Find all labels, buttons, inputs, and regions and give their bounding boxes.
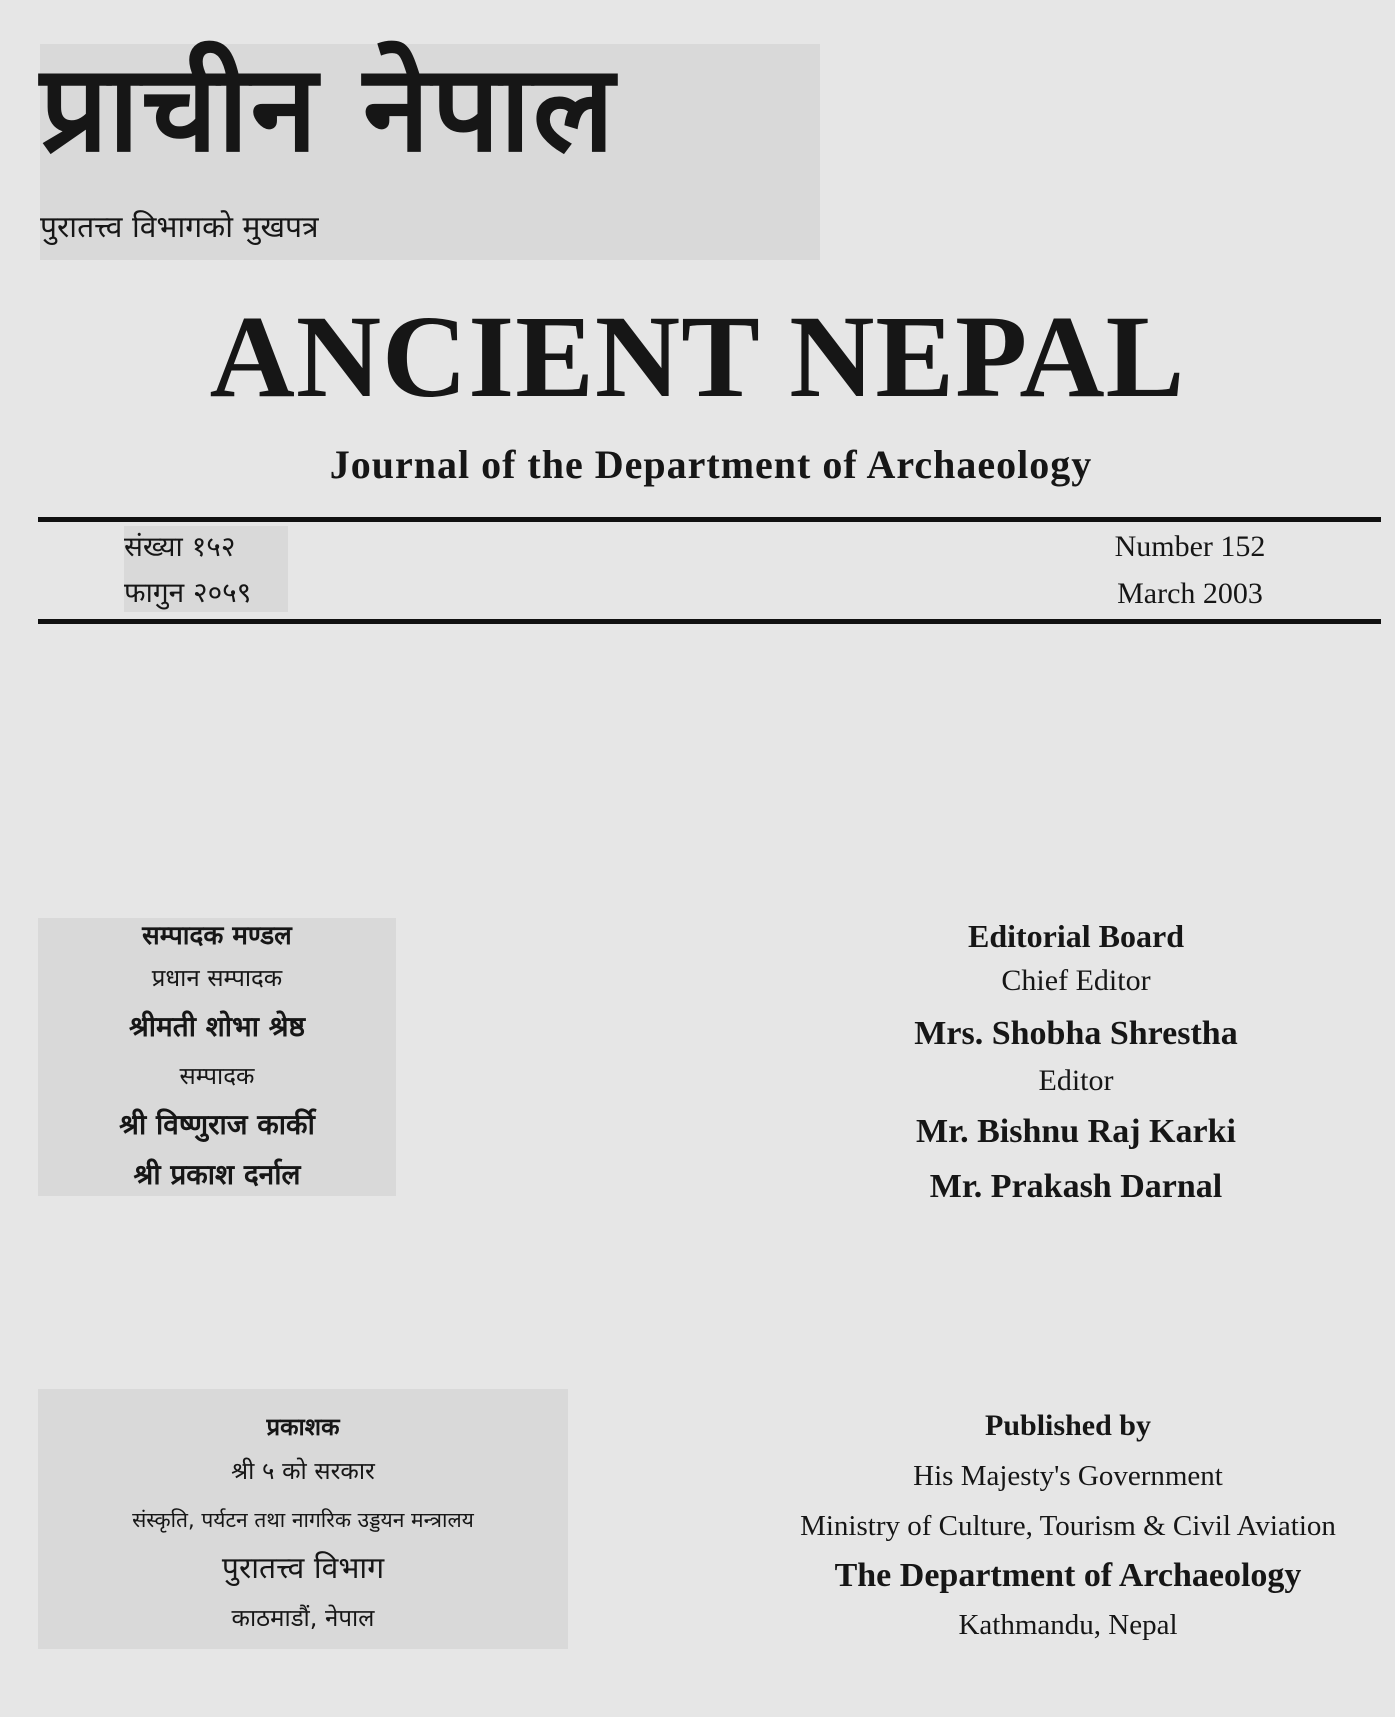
- english-journal-title: ANCIENT NEPAL: [209, 291, 1186, 422]
- bottom-divider-rule: [38, 619, 1381, 624]
- hindi-chief-editor-role: प्रधान सम्पादक: [151, 964, 283, 992]
- english-issue-date: March 2003: [1117, 577, 1263, 610]
- hindi-editor-name-2: श्री प्रकाश दर्नाल: [133, 1158, 301, 1191]
- hindi-publisher-government: श्री ५ को सरकार: [231, 1457, 375, 1485]
- english-publisher-heading: Published by: [985, 1409, 1151, 1442]
- english-editorial-heading: Editorial Board: [967, 918, 1184, 954]
- hindi-publisher-heading: प्रकाशक: [266, 1413, 340, 1441]
- hindi-editorial-heading: सम्पादक मण्डल: [142, 921, 292, 951]
- english-editor-name-1: Mr. Bishnu Raj Karki: [916, 1113, 1236, 1150]
- english-editor-name-2: Mr. Prakash Darnal: [929, 1168, 1223, 1205]
- english-issue-number: Number 152: [1114, 530, 1266, 563]
- hindi-issue-number: संख्या १५२: [124, 530, 236, 563]
- hindi-editor-role: सम्पादक: [179, 1062, 255, 1090]
- english-chief-editor-name: Mrs. Shobha Shrestha: [914, 1015, 1238, 1052]
- top-divider-rule: [38, 517, 1381, 522]
- english-publisher-ministry: Ministry of Culture, Tourism & Civil Aviation: [800, 1510, 1336, 1542]
- hindi-editor-name-1: श्री विष्णुराज कार्की: [119, 1108, 315, 1141]
- english-chief-editor-role: Chief Editor: [1001, 964, 1151, 997]
- english-publisher-location: Kathmandu, Nepal: [958, 1609, 1178, 1641]
- english-editor-role: Editor: [1038, 1064, 1114, 1097]
- hindi-journal-title: प्राचीन नेपाल: [40, 38, 617, 179]
- hindi-publisher-location: काठमाडौं, नेपाल: [231, 1604, 375, 1632]
- hindi-publisher-ministry: संस्कृति, पर्यटन तथा नागरिक उड्डयन मन्त्रालय: [132, 1508, 474, 1532]
- hindi-journal-subtitle: पुरातत्त्व विभागको मुखपत्र: [40, 210, 319, 245]
- hindi-chief-editor-name: श्रीमती शोभा श्रेष्ठ: [128, 1010, 306, 1043]
- hindi-publisher-department: पुरातत्त्व विभाग: [221, 1551, 385, 1586]
- english-journal-subtitle: Journal of the Department of Archaeology: [329, 442, 1093, 487]
- english-publisher-government: His Majesty's Government: [913, 1460, 1223, 1492]
- hindi-issue-date: फागुन २०५९: [124, 576, 252, 609]
- english-publisher-department: The Department of Archaeology: [834, 1557, 1302, 1594]
